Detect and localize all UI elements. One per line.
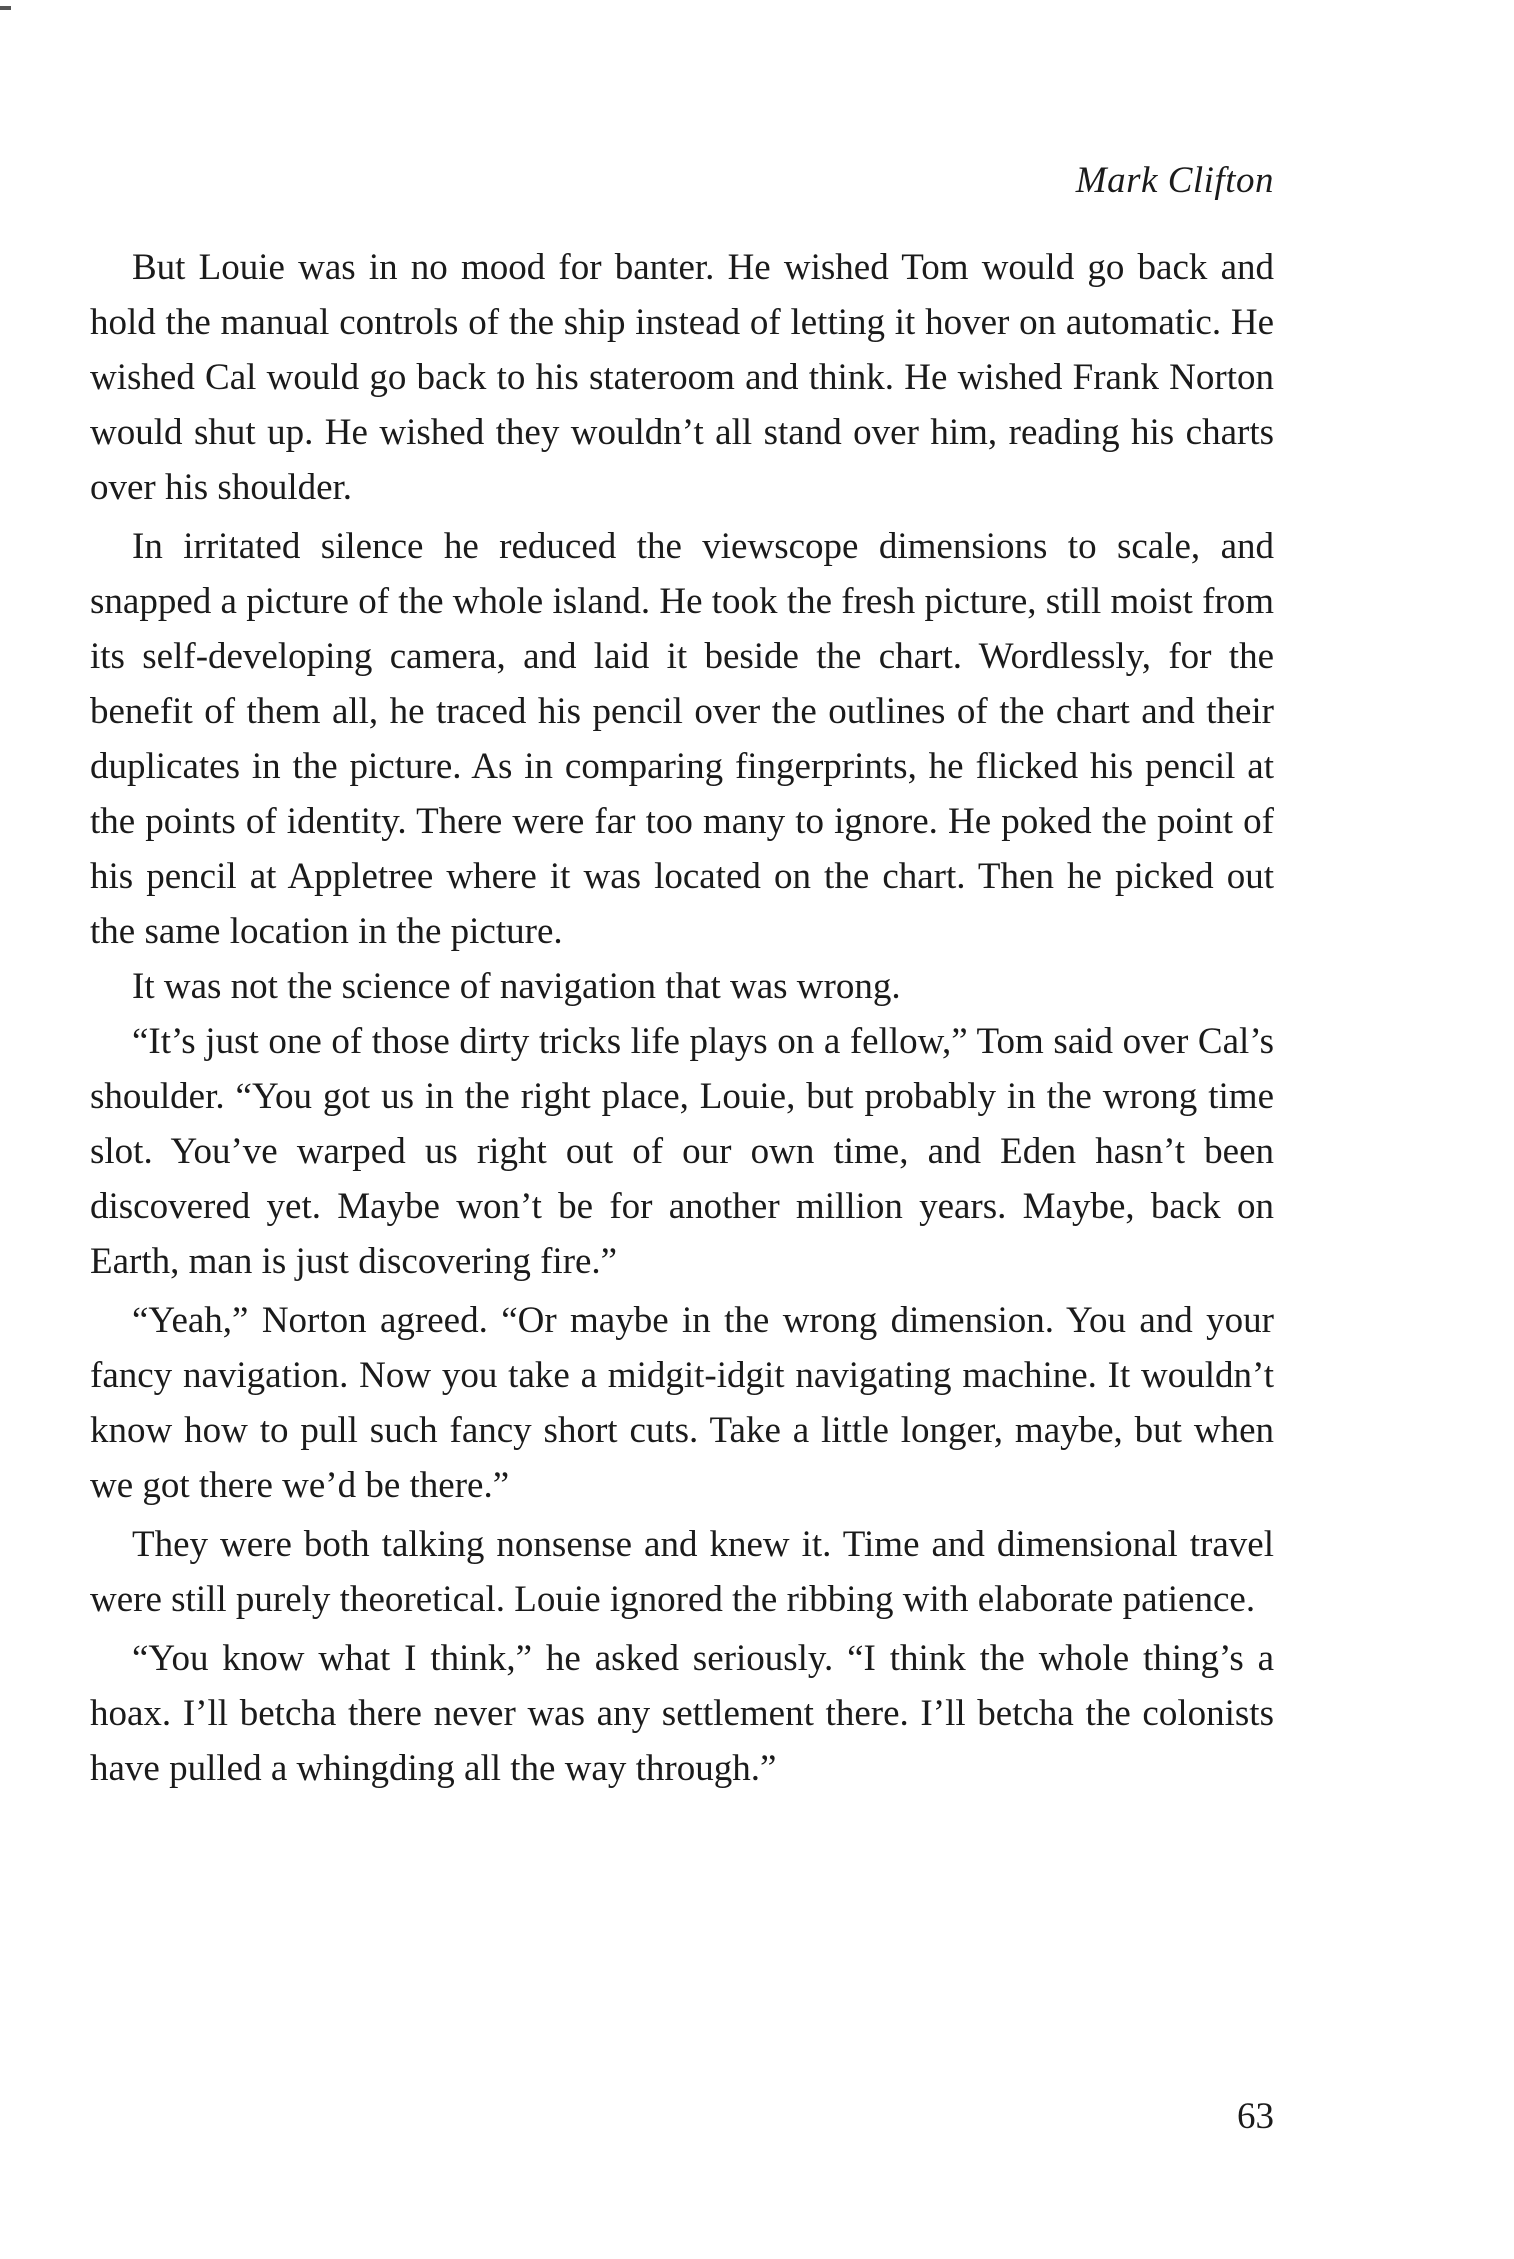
paragraph-4: “It’s just one of those dirty tricks life plays on a fellow,” Tom said over Cal’s shoulder. “You got us in the right place, Louie, but probably in the wrong time slot. You’ve warped us right out of our own time, and Eden hasn’t been discovered yet. Maybe won’t be for another million years. Maybe, back on Earth, man is just discovering fire.” (90, 1021, 1274, 1282)
paragraph-2: In irritated silence he reduced the viewscope dimensions to scale, and snapped a picture of the whole island. He took the fresh picture, still moist from its self-developing camera, and laid it beside the chart. Wordlessly, for the benefit of them all, he traced his pencil over the outlines of the chart and their duplicates in the picture. As in comparing fingerprints, he flicked his pencil at the points of identity. There were far too many to ignore. He poked the point of his pencil at Appletree where it was located on the chart. Then he picked out the same location in the picture. (90, 526, 1274, 952)
paragraph-1: But Louie was in no mood for banter. He wished Tom would go back and hold the manual controls of the ship instead of letting it hover on automatic. He wished Cal would go back to his stateroom and think. He wished Frank Norton would shut up. He wished they wouldn’t all stand over him, reading his charts over his shoulder. (90, 247, 1274, 508)
paragraph-6: They were both talking nonsense and knew it. Time and dimensional travel were still purely theoretical. Louie ignored the ribbing with elaborate patience. (90, 1524, 1274, 1620)
paragraph-3: It was not the science of navigation that was wrong. (132, 966, 901, 1007)
running-head: Mark Clifton (1075, 160, 1274, 201)
body-text (90, 240, 1274, 1796)
paragraph-5: “Yeah,” Norton agreed. “Or maybe in the wrong dimension. You and your fancy navigation. Now you take a midgit-idgit navigating machine. It wouldn’t know how to pull such fancy short cuts. Take a little longer, maybe, but when we got there we’d be there.” (90, 1300, 1274, 1506)
page-number: 63 (1237, 2096, 1274, 2137)
paragraph-7: “You know what I think,” he asked seriously. “I think the whole thing’s a hoax. I’ll betcha there never was any settlement there. I’ll betcha the colonists have pulled a whingding all the way through.” (90, 1638, 1274, 1789)
scan-artifact (0, 6, 11, 10)
